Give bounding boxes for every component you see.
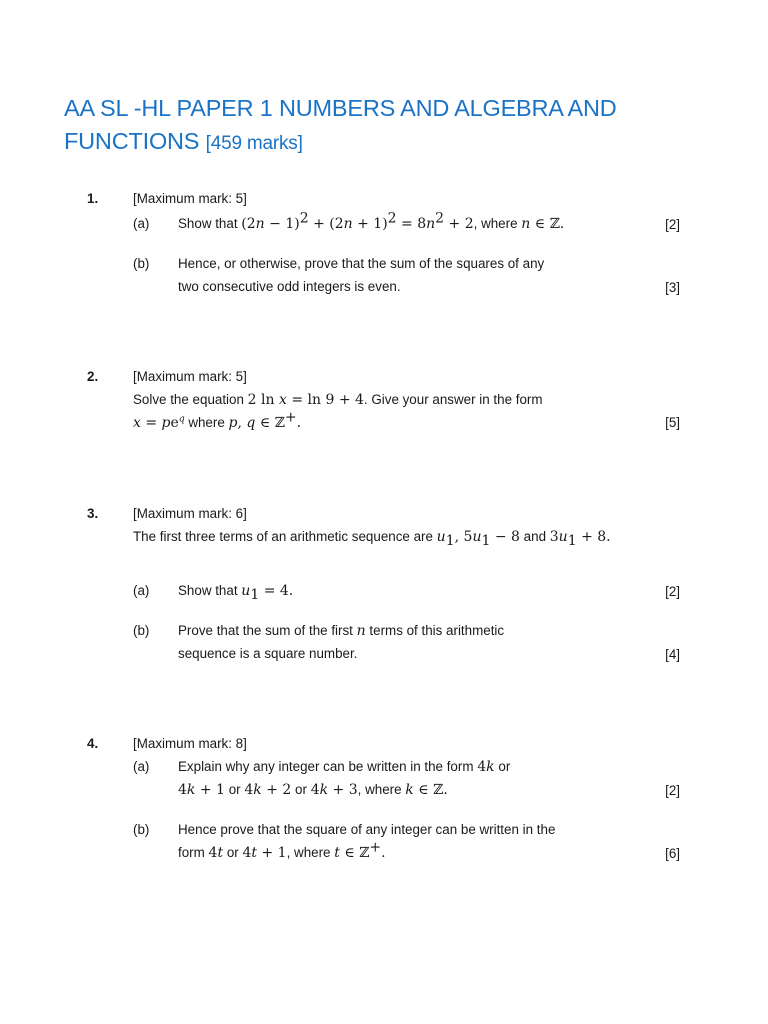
math-expression: n ∈ ℤ. xyxy=(521,216,565,232)
math-expression: 4k xyxy=(477,759,495,775)
part-label: (a) xyxy=(133,216,150,231)
part-marks: [2] xyxy=(665,217,680,232)
part-text: Hence, or otherwise, prove that the sum of the squares of any xyxy=(178,256,545,271)
math-expression: 4k + 2 xyxy=(244,782,292,798)
part-text: Prove that the sum of the first n terms of this arithmetic xyxy=(178,623,505,639)
page-title xyxy=(64,92,704,160)
question-number: 4. xyxy=(87,736,99,751)
part-text: Show that $u_1 = 4$. xyxy=(178,583,294,603)
part-marks: [6] xyxy=(665,846,680,861)
math-expression: 4k + 1 xyxy=(178,782,225,798)
question-number: 3. xyxy=(87,506,99,521)
question-number: 1. xyxy=(87,191,99,206)
question-text: Solve the equation 2 ln x = ln 9 + 4. Give your answer in the form xyxy=(133,392,543,408)
part-text: sequence is a square number. xyxy=(178,646,358,661)
question-marks: [5] xyxy=(665,415,680,430)
question-number: 2. xyxy=(87,369,99,384)
max-mark: [Maximum mark: 8] xyxy=(133,736,247,751)
question-text: The first three terms of an arithmetic sequence are $u_1$, $5u_1 - 8$ and $3u_1 + 8$. xyxy=(133,529,611,549)
math-expression: 2 ln x = ln 9 + 4 xyxy=(247,392,364,408)
part-label: (a) xyxy=(133,759,150,774)
math-expression: $(2n - 1)^2 + (2n + 1)^2 = 8n^2 + 2$ xyxy=(241,210,474,232)
part-marks: [2] xyxy=(665,584,680,599)
math-expression: $3u_1 + 8$. xyxy=(549,529,611,549)
part-marks: [4] xyxy=(665,647,680,662)
math-expression: $u_1$, $5u_1 - 8$ xyxy=(436,529,520,549)
math-expression: 4t xyxy=(208,845,224,861)
part-text: Explain why any integer can be written in the form 4k or xyxy=(178,759,511,775)
math-expression: $x = pe^q$ xyxy=(133,414,185,431)
math-expression: k ∈ ℤ. xyxy=(405,782,448,798)
math-expression: $u_1 = 4$. xyxy=(241,583,294,603)
max-mark: [Maximum mark: 5] xyxy=(133,191,247,206)
math-expression: p, q ∈ ℤ+. xyxy=(228,409,302,431)
part-marks: [2] xyxy=(665,783,680,798)
part-label: (b) xyxy=(133,822,150,837)
part-label: (b) xyxy=(133,256,150,271)
math-expression: 4k + 3 xyxy=(310,782,358,798)
part-text: two consecutive odd integers is even. xyxy=(178,279,401,294)
total-marks: [459 marks] xyxy=(205,133,303,154)
part-text: form 4t or 4t + 1, where t ∈ ℤ+. xyxy=(178,839,386,861)
part-label: (b) xyxy=(133,623,150,638)
part-label: (a) xyxy=(133,583,150,598)
math-expression: 4t + 1 xyxy=(242,845,287,861)
part-text: 4k + 1 or 4k + 2 or 4k + 3, where k ∈ ℤ. xyxy=(178,782,448,798)
math-expression: n xyxy=(356,623,366,639)
part-marks: [3] xyxy=(665,280,680,295)
part-text: Show that $(2n - 1)^2 + (2n + 1)^2 = 8n^2 + 2$, where n ∈ ℤ. xyxy=(178,210,565,232)
max-mark: [Maximum mark: 6] xyxy=(133,506,247,521)
max-mark: [Maximum mark: 5] xyxy=(133,369,247,384)
part-text: Hence prove that the square of any integer can be written in the xyxy=(178,822,556,837)
title-text: AA SL -HL PAPER 1 NUMBERS AND ALGEBRA AND FUNCTIONS xyxy=(64,95,617,154)
question-text: $x = pe^q$ where p, q ∈ ℤ+. xyxy=(133,409,302,431)
math-expression: t ∈ ℤ+. xyxy=(334,839,386,861)
